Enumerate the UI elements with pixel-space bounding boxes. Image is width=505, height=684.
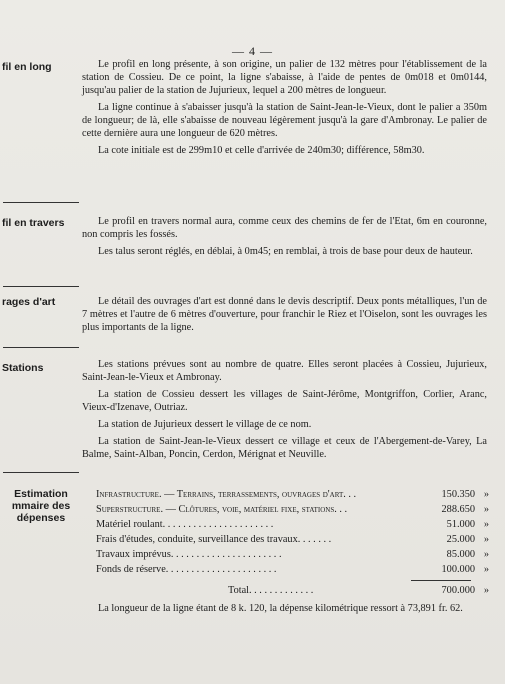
cost-description: Infrastructure. — Terrains, terrassements, ouvrages d'art. . . bbox=[96, 489, 357, 500]
label-line: mmaire des bbox=[11, 500, 71, 512]
section-label-profil-travers: fil en travers bbox=[2, 217, 65, 229]
cost-amount: 100.000 bbox=[441, 564, 475, 575]
section-profil-travers bbox=[82, 215, 487, 262]
paragraph: La station de Saint-Jean-le-Vieux dessert ce village et ceux de l'Abergement-de-Varey, La Balme, Saint-Alban, Poncin, Cerdon, Mérignat et Neuville. bbox=[82, 436, 487, 460]
label-line: dépenses bbox=[16, 512, 66, 524]
cost-description: Fonds de réserve. . . . . . . . . . . . . . . . . . . . . . bbox=[96, 564, 277, 575]
section-profil-long bbox=[82, 58, 487, 161]
total-mark: » bbox=[483, 585, 489, 596]
paragraph: Les stations prévues sont au nombre de quatre. Elles seront placées à Cossieu, Jujurieux, Saint-Jean-le-Vieux et Ambronay. bbox=[82, 359, 487, 383]
section-ouvrages bbox=[82, 295, 487, 338]
paragraph: Les talus seront réglés, en déblai, à 0m45; en remblai, à trois de base pour deux de hauteur. bbox=[98, 246, 473, 257]
section-label-profil-long: fil en long bbox=[2, 61, 52, 73]
cost-row bbox=[96, 488, 489, 501]
sum-rule bbox=[411, 580, 471, 581]
closing-note bbox=[82, 602, 487, 619]
paragraph: La station de Jujurieux dessert le village de ce nom. bbox=[98, 419, 312, 430]
section-label-estimation bbox=[2, 488, 80, 524]
cost-row bbox=[96, 548, 489, 561]
cost-mark: » bbox=[483, 504, 489, 515]
total-row bbox=[96, 584, 489, 597]
paragraph: La ligne continue à s'abaisser jusqu'à la station de Saint-Jean-le-Vieux, dont le palier a 350m de longueur; de là, elle s'abaisse de nouveau légèrement jusqu'à la gare d'Ambronay. Le palier de cette dernière aura une longueur de 620 mètres. bbox=[82, 102, 487, 139]
section-divider bbox=[3, 286, 79, 287]
cost-amount: 150.350 bbox=[441, 489, 475, 500]
cost-amount: 288.650 bbox=[441, 504, 475, 515]
cost-mark: » bbox=[483, 534, 489, 545]
total-amount: 700.000 bbox=[441, 585, 475, 596]
paragraph: Le profil en long présente, à son origine, un palier de 132 mètres pour l'établissement de la station de Cossieu. De ce point, la ligne s'abaisse, à l'aide de pentes de 0m018 et 0m0144, jusqu'au palier de la station de Jujurieux, lequel a 200 mètres de longueur. bbox=[82, 59, 487, 96]
paragraph: Le profil en travers normal aura, comme ceux des chemins de fer de l'Etat, 6m en couronne, non compris les fossés. bbox=[82, 216, 487, 240]
cost-description: Frais d'études, conduite, surveillance des travaux. . . . . . . bbox=[96, 534, 332, 545]
cost-amount: 51.000 bbox=[446, 519, 475, 530]
cost-row bbox=[96, 518, 489, 531]
cost-description: Travaux imprévus. . . . . . . . . . . . . . . . . . . . . . bbox=[96, 549, 282, 560]
cost-row bbox=[96, 503, 489, 516]
cost-row bbox=[96, 563, 489, 576]
cost-mark: » bbox=[483, 564, 489, 575]
cost-amount: 85.000 bbox=[446, 549, 475, 560]
label-line: Estimation bbox=[14, 488, 68, 500]
section-label-ouvrages: rages d'art bbox=[2, 296, 56, 308]
cost-mark: » bbox=[483, 549, 489, 560]
cost-amount: 25.000 bbox=[446, 534, 475, 545]
paragraph: La cote initiale est de 299m10 et celle d'arrivée de 240m30; différence, 58m30. bbox=[98, 145, 425, 156]
cost-description: Matériel roulant. . . . . . . . . . . . . . . . . . . . . . bbox=[96, 519, 274, 530]
cost-mark: » bbox=[483, 489, 489, 500]
page-number: — 4 — bbox=[232, 44, 273, 58]
total-label: Total. . . . . . . . . . . . . bbox=[228, 585, 314, 596]
cost-row bbox=[96, 533, 489, 546]
section-divider bbox=[3, 472, 79, 473]
section-divider bbox=[3, 202, 79, 203]
section-label-stations: Stations bbox=[2, 362, 44, 374]
cost-description: Superstructure. — Clôtures, voie, matériel fixe, stations. . . bbox=[96, 504, 348, 515]
paragraph: La station de Cossieu dessert les villages de Saint-Jérôme, Montgriffon, Corlier, Aranc, Vieux-d'Izenave, Outriaz. bbox=[82, 389, 487, 413]
section-divider bbox=[3, 347, 79, 348]
paragraph: Le détail des ouvrages d'art est donné dans le devis descriptif. Deux ponts métalliques, l'un de 7 mètres et l'autre de 6 mètres d'ouverture, pour franchir le Riez et l'Oiselon, sont les ouvrages les plus importants de la ligne. bbox=[82, 296, 487, 333]
cost-mark: » bbox=[483, 519, 489, 530]
section-stations bbox=[82, 358, 487, 465]
paragraph: La longueur de la ligne étant de 8 k. 120, la dépense kilométrique ressort à 73,891 fr. 62. bbox=[98, 603, 463, 614]
